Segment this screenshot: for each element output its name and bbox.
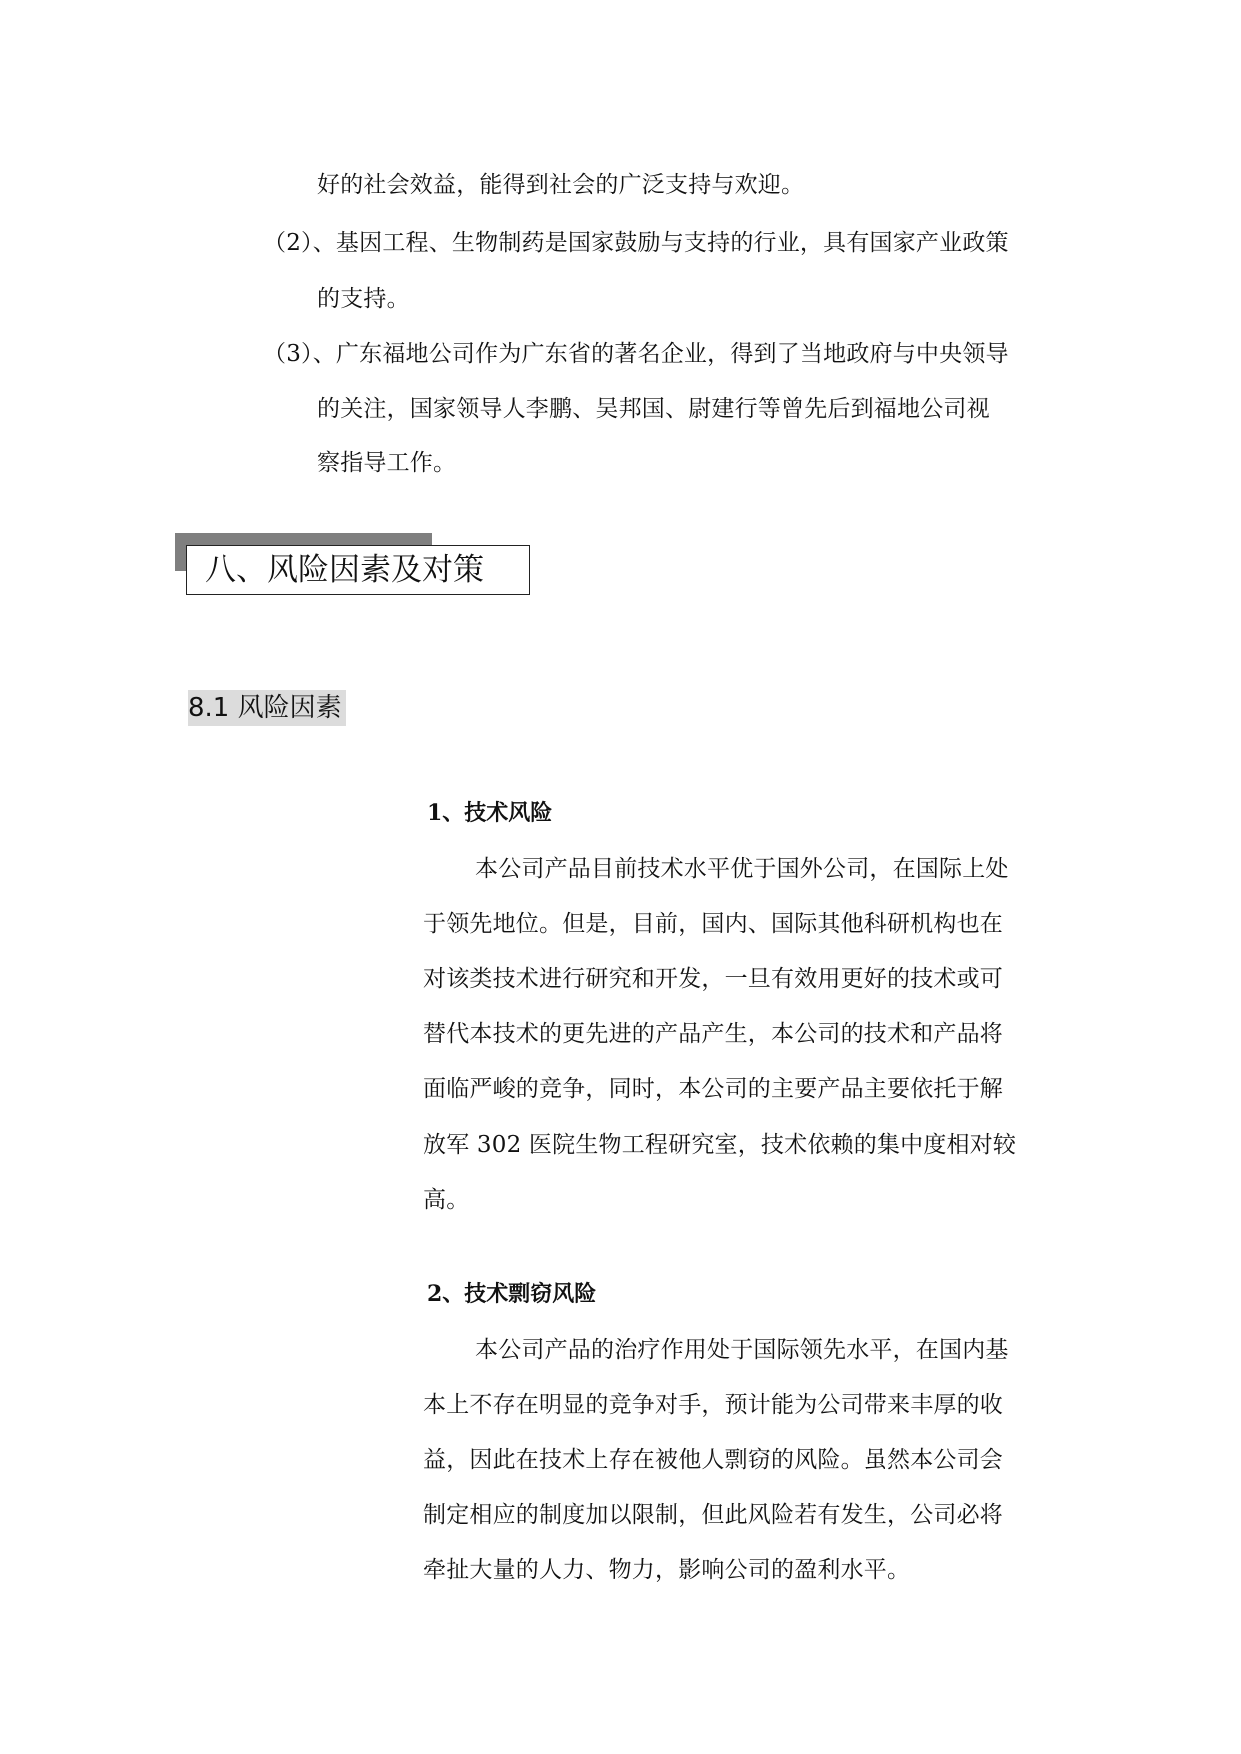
paragraph-line: 本公司产品的治疗作用处于国际领先水平，在国内基 bbox=[475, 1337, 1009, 1363]
paragraph-line: 面临严峻的竞争，同时，本公司的主要产品主要依托于解 bbox=[423, 1076, 1003, 1102]
paragraph-line: 本上不存在明显的竞争对手，预计能为公司带来丰厚的收 bbox=[423, 1392, 1003, 1418]
intro-line: 察指导工作。 bbox=[317, 450, 457, 476]
intro-line: （3）、广东福地公司作为广东省的著名企业，得到了当地政府与中央领导 bbox=[263, 341, 1009, 367]
intro-line: 的支持。 bbox=[317, 286, 410, 312]
intro-line: 好的社会效益，能得到社会的广泛支持与欢迎。 bbox=[317, 172, 805, 198]
risk-heading: 2、技术剽窃风险 bbox=[427, 1281, 597, 1307]
paragraph-line: 本公司产品目前技术水平优于国外公司，在国际上处 bbox=[475, 856, 1009, 882]
intro-line: 的关注，国家领导人李鹏、吴邦国、尉建行等曾先后到福地公司视 bbox=[317, 396, 990, 422]
risk-heading: 1、技术风险 bbox=[427, 800, 553, 826]
paragraph-line: 替代本技术的更先进的产品产生，本公司的技术和产品将 bbox=[423, 1021, 1003, 1047]
paragraph-line: 制定相应的制度加以限制，但此风险若有发生，公司必将 bbox=[423, 1502, 1003, 1528]
intro-line: （2）、基因工程、生物制药是国家鼓励与支持的行业，具有国家产业政策 bbox=[263, 230, 1009, 256]
paragraph-line: 对该类技术进行研究和开发，一旦有效用更好的技术或可 bbox=[423, 966, 1003, 992]
paragraph-line: 于领先地位。但是，目前，国内、国际其他科研机构也在 bbox=[423, 911, 1003, 937]
chapter-title: 八、风险因素及对策 bbox=[205, 552, 484, 588]
paragraph-line: 高。 bbox=[423, 1187, 470, 1213]
paragraph-line: 益，因此在技术上存在被他人剽窃的风险。虽然本公司会 bbox=[423, 1447, 1003, 1473]
paragraph-line: 牵扯大量的人力、物力，影响公司的盈利水平。 bbox=[423, 1557, 911, 1583]
section-title: 8.1 风险因素 bbox=[188, 690, 346, 726]
chapter-title-box bbox=[186, 545, 530, 595]
paragraph-line: 放军 302 医院生物工程研究室，技术依赖的集中度相对较 bbox=[423, 1132, 1017, 1158]
